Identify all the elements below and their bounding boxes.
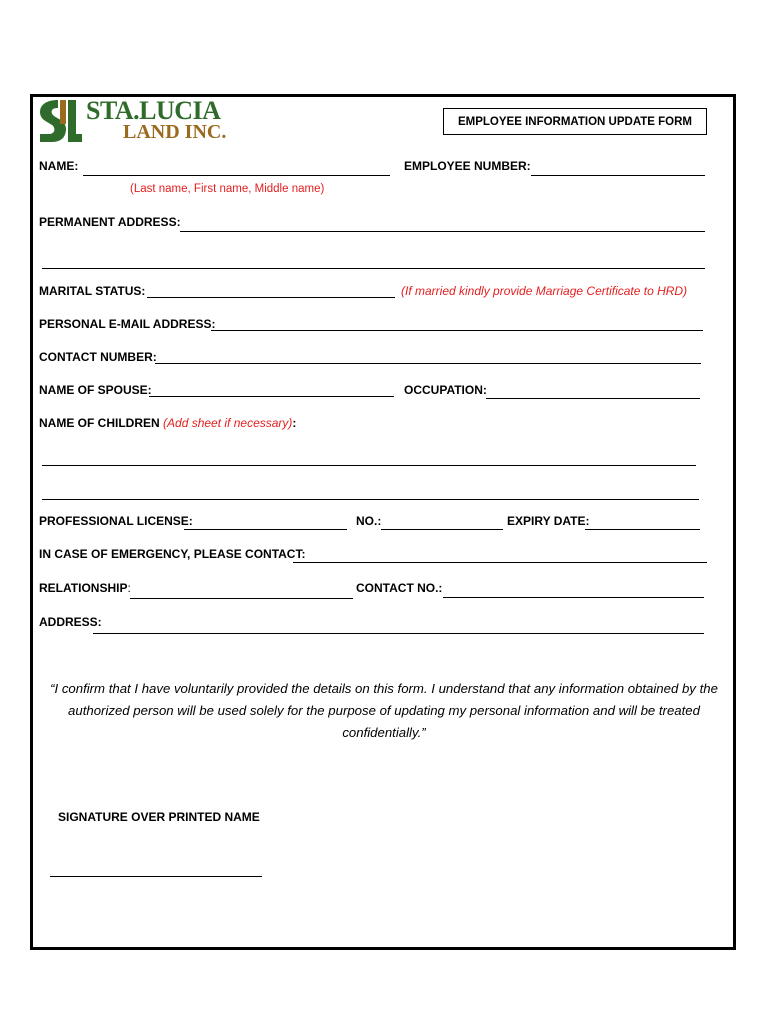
personal-email-field[interactable] bbox=[211, 330, 703, 331]
children-field-line1[interactable] bbox=[42, 465, 696, 466]
relationship-label-group bbox=[39, 581, 131, 595]
emergency-contact-field[interactable] bbox=[293, 562, 707, 563]
emergency-contact-label: IN CASE OF EMERGENCY, PLEASE CONTACT: bbox=[39, 547, 306, 561]
contact-no-label: CONTACT NO.: bbox=[356, 581, 443, 595]
confirmation-statement: “I confirm that I have voluntarily provided the details on this form. I understand that any information obtained by the authorized person will be used solely for the purpose of updating my personal information and will be treated confidentially.” bbox=[50, 681, 718, 740]
logo-subtitle: LAND INC. bbox=[123, 121, 227, 143]
children-label: NAME OF CHILDREN bbox=[39, 416, 160, 430]
name-hint: (Last name, First name, Middle name) bbox=[130, 183, 325, 195]
permanent-address-field[interactable] bbox=[180, 231, 705, 232]
expiry-date-field[interactable] bbox=[585, 529, 700, 530]
name-field[interactable] bbox=[83, 175, 390, 176]
marital-status-note: (If married kindly provide Marriage Certificate to HRD) bbox=[401, 284, 688, 298]
employee-number-field[interactable] bbox=[531, 175, 705, 176]
children-colon: : bbox=[292, 416, 297, 430]
contact-number-label: CONTACT NUMBER: bbox=[39, 350, 157, 364]
spouse-name-field[interactable] bbox=[149, 396, 394, 397]
children-field-line2[interactable] bbox=[42, 499, 699, 500]
expiry-date-label: EXPIRY DATE: bbox=[507, 514, 590, 528]
marital-status-label: MARITAL STATUS: bbox=[39, 284, 146, 298]
address-label: ADDRESS: bbox=[39, 615, 102, 629]
logo-wordmark: STA.LUCIA bbox=[86, 96, 221, 125]
relationship-label: RELATIONSHIP bbox=[39, 581, 128, 595]
permanent-address-label: PERMANENT ADDRESS: bbox=[39, 215, 181, 229]
occupation-field[interactable] bbox=[486, 398, 700, 399]
children-label-group bbox=[39, 416, 296, 430]
contact-number-field[interactable] bbox=[155, 363, 701, 364]
signature-field[interactable] bbox=[50, 876, 262, 877]
relationship-colon: : bbox=[127, 581, 131, 595]
form-title: EMPLOYEE INFORMATION UPDATE FORM bbox=[457, 115, 693, 128]
address-field[interactable] bbox=[93, 633, 704, 634]
company-logo-mark-icon bbox=[38, 98, 84, 144]
professional-license-field[interactable] bbox=[184, 529, 347, 530]
employee-number-label: EMPLOYEE NUMBER: bbox=[404, 159, 531, 173]
contact-no-field[interactable] bbox=[443, 597, 704, 598]
personal-email-label: PERSONAL E-MAIL ADDRESS: bbox=[39, 317, 216, 331]
professional-license-label: PROFESSIONAL LICENSE: bbox=[39, 514, 193, 528]
permanent-address-field-line2[interactable] bbox=[42, 268, 705, 269]
spouse-name-label: NAME OF SPOUSE: bbox=[39, 383, 152, 397]
children-note: (Add sheet if necessary) bbox=[163, 416, 293, 430]
license-no-label: NO.: bbox=[356, 514, 382, 528]
form-title-box bbox=[443, 108, 707, 135]
license-no-field[interactable] bbox=[381, 529, 503, 530]
name-label: NAME: bbox=[39, 159, 79, 173]
signature-label: SIGNATURE OVER PRINTED NAME bbox=[58, 810, 260, 824]
relationship-field[interactable] bbox=[130, 598, 353, 599]
occupation-label: OCCUPATION: bbox=[404, 383, 487, 397]
marital-status-field[interactable] bbox=[147, 297, 395, 298]
